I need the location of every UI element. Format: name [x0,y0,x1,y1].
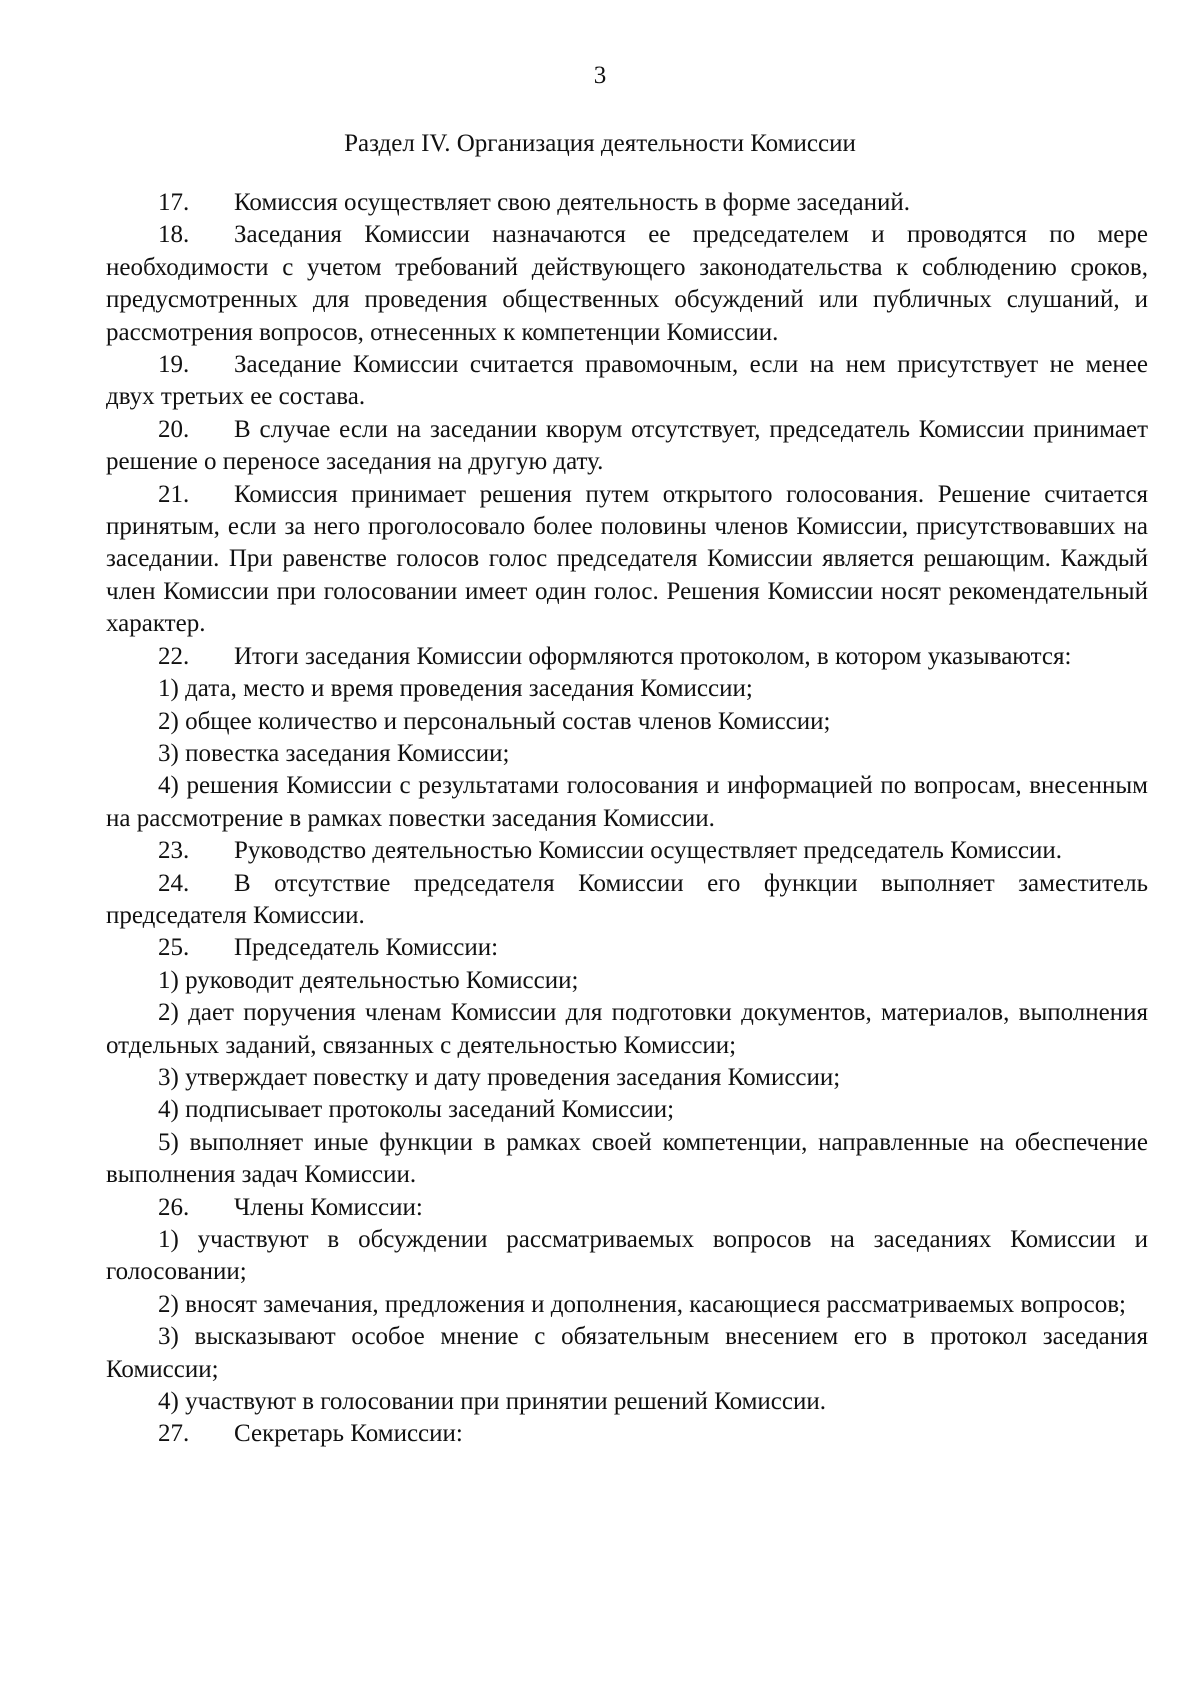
list-item-text: 3) повестка заседания Комиссии; [158,739,510,767]
paragraph-text: Заседания Комиссии назначаются ее председателем и проводятся по мере необходимости с учетом требований действующего законодательства к соблюдению сроков, предусмотренных для проведения общественных обсуждений или публичных слушаний, и рассмотрения вопросов, отнесенных к компетенции Комиссии. [106,221,1148,346]
list-item-text: 2) общее количество и персональный состав членов Комиссии; [158,707,831,735]
list-item-text: 2) вносят замечания, предложения и дополнения, касающиеся рассматриваемых вопросов; [158,1290,1126,1318]
paragraph-text: Комиссия принимает решения путем открытого голосования. Решение считается принятым, если за него проголосовало более половины членов Комиссии, присутствовавших на заседании. При равенстве голосов голос председателя Комиссии является решающим. Каждый член Комиссии при голосовании имеет один голос. Решения Комиссии носят рекомендательный характер. [106,480,1148,638]
list-item [106,1289,1148,1321]
list-item [106,1062,1148,1094]
paragraph-number: 25. [158,934,190,962]
list-item-text: 1) дата, место и время проведения заседания Комиссии; [158,675,753,703]
paragraph-number: 17. [158,189,190,216]
paragraph-text: Председатель Комиссии: [234,934,499,962]
list-item [106,965,1148,997]
list-item [106,1321,1148,1386]
paragraph-20 [106,414,1148,479]
paragraph-24 [106,868,1148,933]
paragraph-number: 26. [158,1193,190,1221]
list-item [106,673,1148,705]
document-body [106,187,1148,1451]
list-item [106,1127,1148,1192]
list-item [106,770,1148,835]
paragraph-text: Члены Комиссии: [234,1193,423,1221]
list-item-text: 4) подписывает протоколы заседаний Комиссии; [158,1096,675,1124]
paragraph-27 [106,1418,1148,1450]
paragraph-number: 19. [158,351,190,379]
list-item-text: 2) дает поручения членам Комиссии для подготовки документов, материалов, выполнения отдельных заданий, связанных с деятельностью Комиссии; [106,999,1148,1059]
list-item [106,1094,1148,1126]
page-number: 3 [593,62,607,89]
paragraph-number: 18. [158,221,190,249]
paragraph-number: 24. [158,869,190,897]
paragraph-21 [106,479,1148,641]
list-item-text: 3) высказывают особое мнение с обязательным внесением его в протокол заседания Комиссии; [106,1323,1148,1383]
list-item [106,997,1148,1062]
list-item-text: 1) участвуют в обсуждении рассматриваемых вопросов на заседаниях Комиссии и голосовании; [106,1226,1148,1286]
list-item-text: 4) участвуют в голосовании при принятии решений Комиссии. [158,1388,827,1416]
list-item [106,738,1148,770]
paragraph-text: В отсутствие председателя Комиссии его функции выполняет заместитель председателя Комиссии. [106,869,1148,929]
section-title: Раздел IV. Организация деятельности Комиссии [344,130,856,157]
list-item-text: 5) выполняет иные функции в рамках своей компетенции, направленные на обеспечение выполнения задач Комиссии. [106,1128,1148,1189]
paragraph-text: Комиссия осуществляет свою деятельность в форме заседаний. [234,189,911,216]
paragraph-number: 20. [158,415,190,443]
list-item-text: 4) решения Комиссии с результатами голосования и информацией по вопросам, внесенным на рассмотрение в рамках повестки заседания Комиссии. [106,772,1148,832]
paragraph-17 [106,187,1148,219]
paragraph-text: Заседание Комиссии считается правомочным, если на нем присутствует не менее двух третьих ее состава. [106,351,1148,411]
paragraph-23 [106,835,1148,867]
paragraph-number: 27. [158,1420,190,1448]
paragraph-text: Руководство деятельностью Комиссии осуществляет председатель Комиссии. [234,837,1063,865]
list-item [106,706,1148,738]
list-item [106,1224,1148,1289]
paragraph-26 [106,1192,1148,1224]
paragraph-text: Секретарь Комиссии: [234,1420,463,1448]
paragraph-number: 22. [158,642,190,670]
paragraph-18 [106,219,1148,349]
paragraph-number: 21. [158,480,190,508]
paragraph-text: В случае если на заседании кворум отсутствует, председатель Комиссии принимает решение о переносе заседания на другую дату. [106,415,1148,476]
list-item-text: 3) утверждает повестку и дату проведения заседания Комиссии; [158,1063,841,1091]
paragraph-19 [106,349,1148,414]
list-item-text: 1) руководит деятельностью Комиссии; [158,966,579,994]
paragraph-number: 23. [158,837,190,865]
paragraph-text: Итоги заседания Комиссии оформляются протоколом, в котором указываются: [234,642,1072,670]
paragraph-25 [106,932,1148,964]
paragraph-22 [106,641,1148,673]
list-item [106,1386,1148,1418]
